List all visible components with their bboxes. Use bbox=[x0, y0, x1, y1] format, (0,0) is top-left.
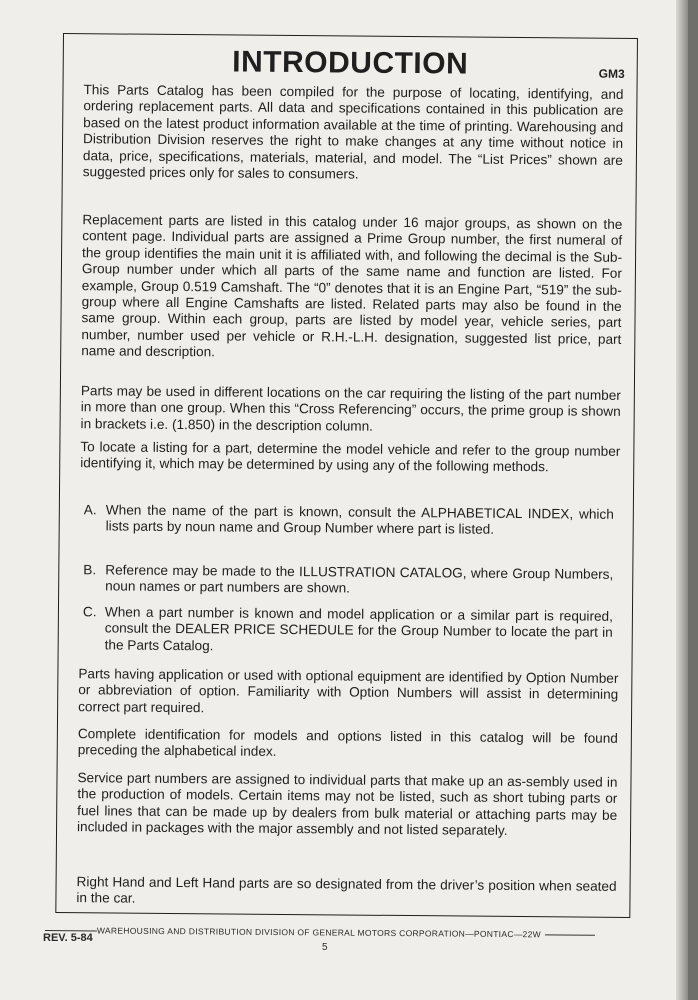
intro-paragraph-3: Parts may be used in different locations on the car requiring the listing of the part number in more than one group. When this “Cross Referencing” occurs, the prime group is shown in brackets i.e. (1.850) in the description column. bbox=[80, 383, 621, 434]
intro-paragraph-7: Service part numbers are assigned to individual parts that make up an as-sembly used in the production of models. Certain items may not be listed, such as short tubing parts or fuel lines that can be made up by dealers from bulk material or attaching parts may be included in packages with the major assembly and not listed separately. bbox=[77, 770, 618, 839]
footer-publisher-line bbox=[45, 925, 595, 940]
intro-paragraph-2: Replacement parts are listed in this catalog under 16 major groups, as shown on the content page. Individual parts are assigned a Prime Group number, the first numeral of the group identifies the main unit it is affiliated with, and following the decimal is the Sub-Group number under which all parts of the same name and function are listed. For example, Group 0.519 Camshaft. The “0” denotes that it is an Engine Part, “519” the sub-group where all Engine Camshafts are listed. Related parts may also be found in the same group. Within each group, parts are listed by model year, vehicle series, part number, number used per vehicle or R.H.-L.H. designation, suggested list price, part name and description. bbox=[81, 212, 623, 360]
method-letter: A. bbox=[83, 502, 97, 518]
page-number: 5 bbox=[322, 942, 328, 953]
method-item-b bbox=[83, 562, 613, 599]
intro-paragraph-8: Right Hand and Left Hand parts are so designated from the driver’s position when seated in the car. bbox=[76, 874, 617, 907]
document-code: GM3 bbox=[598, 66, 625, 81]
method-text: When the name of the part is known, consult the ALPHABETICAL INDEX, which lists parts by noun name and Group Number where part is listed. bbox=[105, 502, 614, 538]
page-title: INTRODUCTION bbox=[232, 45, 469, 81]
footer-rule-right bbox=[545, 935, 595, 936]
introduction-frame bbox=[55, 33, 638, 918]
page-edge-shadow bbox=[676, 0, 688, 1000]
method-item-c bbox=[83, 604, 613, 658]
intro-paragraph-4: To locate a listing for a part, determine the model vehicle and refer to the group number identifying it, which may be determined by using any of the following methods. bbox=[80, 439, 621, 475]
intro-paragraph-6: Complete identification for models and options listed in this catalog will be found preceding the alphabetical index. bbox=[77, 726, 618, 760]
method-item-a bbox=[84, 502, 614, 539]
footer-publisher: WAREHOUSING AND DISTRIBUTION DIVISION OF GENERAL MOTORS CORPORATION—PONTIAC—22W bbox=[96, 925, 542, 940]
intro-paragraph-1: This Parts Catalog has been compiled for the purpose of locating, identifying, and ordering replacement parts. All data and specifications contained in this publication are based on the latest product information available at the time of printing. Warehousing and Distribution Division reserves the right to make changes at any time without notice in data, price, specifications, materials, material, and model. The “List Prices” shown are suggested prices only for sales to consumers. bbox=[82, 82, 624, 182]
method-text: Reference may be made to the ILLUSTRATION CATALOG, where Group Numbers, noun names or part numbers are shown. bbox=[105, 562, 614, 596]
method-letter: B. bbox=[83, 562, 97, 578]
intro-paragraph-5: Parts having application or used with optional equipment are identified by Option Number or abbreviation of option. Familiarity with Option Numbers will assist in determining correct part required. bbox=[78, 666, 619, 716]
method-letter: C. bbox=[82, 604, 97, 620]
method-text: When a part number is known and model application or a similar part is required, consult the DEALER PRICE SCHEDULE for the Group Number to locate the part in the Parts Catalog. bbox=[104, 604, 613, 654]
revision-label: REV. 5-84 bbox=[43, 932, 93, 944]
